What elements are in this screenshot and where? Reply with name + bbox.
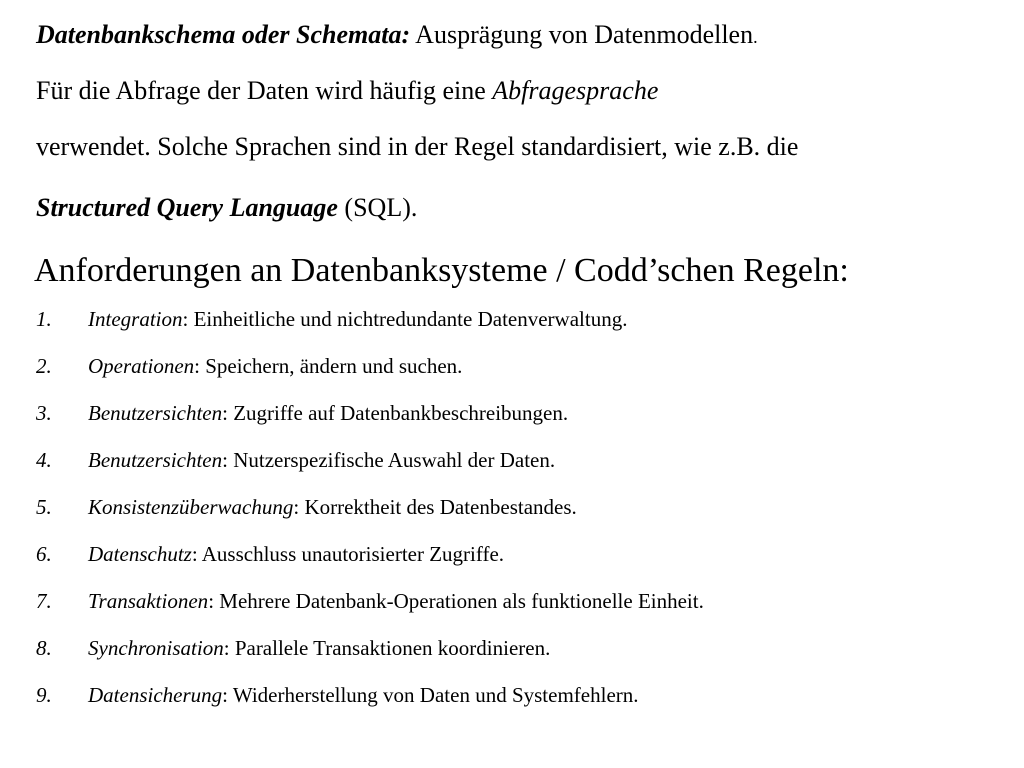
list-item-text: Parallele Transaktionen koordinieren. <box>229 636 551 660</box>
list-item-content <box>88 633 550 663</box>
list-item-separator: : <box>222 448 228 472</box>
list-item-term: Synchronisation <box>88 636 224 660</box>
list-item-text: Korrektheit des Datenbestandes. <box>299 495 577 519</box>
term-abfragesprache: Abfragesprache <box>492 76 659 105</box>
list-item-separator: : <box>222 683 228 707</box>
list-item-content <box>88 304 627 334</box>
list-item-term: Transaktionen <box>88 589 209 613</box>
list-item-number: 4. <box>36 448 52 472</box>
list-item-content <box>88 492 577 522</box>
list-item-content <box>88 398 568 428</box>
list-item-text: Ausschluss unautorisierter Zugriffe. <box>197 542 505 566</box>
list-item-content <box>88 680 639 710</box>
list-item-content <box>88 351 462 381</box>
intro-line-sql <box>36 193 417 223</box>
list-item-text: Mehrere Datenbank-Operationen als funktionelle Einheit. <box>214 589 704 613</box>
list-item-term: Datensicherung <box>88 683 223 707</box>
list-item-number: 7. <box>36 589 52 613</box>
list-item-number: 2. <box>36 354 52 378</box>
list-item-number: 1. <box>36 307 52 331</box>
list-item-text: Widerherstellung von Daten und Systemfehlern. <box>228 683 639 707</box>
list-item-number: 9. <box>36 683 52 707</box>
list-item-separator: : <box>223 636 230 660</box>
intro-line-query-text: Für die Abfrage der Daten wird häufig eine <box>36 76 493 105</box>
list-item-term: Konsistenzüberwachung <box>88 495 294 519</box>
list-item-term: Datenschutz <box>88 542 192 566</box>
list-item-term: Operationen <box>88 354 195 378</box>
list-item-number: 3. <box>36 401 52 425</box>
section-heading: Anforderungen an Datenbanksysteme / Codd’schen Regeln: <box>34 252 849 289</box>
list-item-term: Integration <box>88 307 183 331</box>
list-item-content <box>88 445 555 475</box>
list-item-text: Zugriffe auf Datenbankbeschreibungen. <box>227 401 569 425</box>
list-item-separator: : <box>191 542 198 566</box>
intro-line-sql-text: (SQL). <box>337 193 418 222</box>
list-item-text: Einheitliche und nichtredundante Datenverwaltung. <box>188 307 628 331</box>
list-item-content <box>88 539 504 569</box>
intro-line-standard <box>36 132 798 162</box>
list-item-content <box>88 586 704 616</box>
intro-line-standard-text: verwendet. Solche Sprachen sind in der Regel standardisiert, wie z.B. die <box>36 132 799 161</box>
list-item-separator: : <box>208 589 215 613</box>
list-item-text: Speichern, ändern und suchen. <box>200 354 463 378</box>
intro-line-schema-text: Ausprägung von Datenmodellen <box>410 20 754 49</box>
list-item-text: Nutzerspezifische Auswahl der Daten. <box>227 448 556 472</box>
term-datenbankschema: Datenbankschema oder Schemata: <box>36 20 411 49</box>
list-item-number: 6. <box>36 542 52 566</box>
intro-line-schema-end: . <box>753 27 758 47</box>
list-item-separator: : <box>182 307 189 331</box>
list-item-number: 5. <box>36 495 52 519</box>
list-item-term: Benutzersichten <box>88 448 223 472</box>
list-item-separator: : <box>222 401 228 425</box>
term-sql: Structured Query Language <box>36 193 338 222</box>
list-item-term: Benutzersichten <box>88 401 223 425</box>
list-item-number: 8. <box>36 636 52 660</box>
intro-line-query <box>36 76 658 106</box>
intro-line-schema <box>36 20 758 52</box>
list-item-separator: : <box>293 495 300 519</box>
list-item-separator: : <box>194 354 200 378</box>
